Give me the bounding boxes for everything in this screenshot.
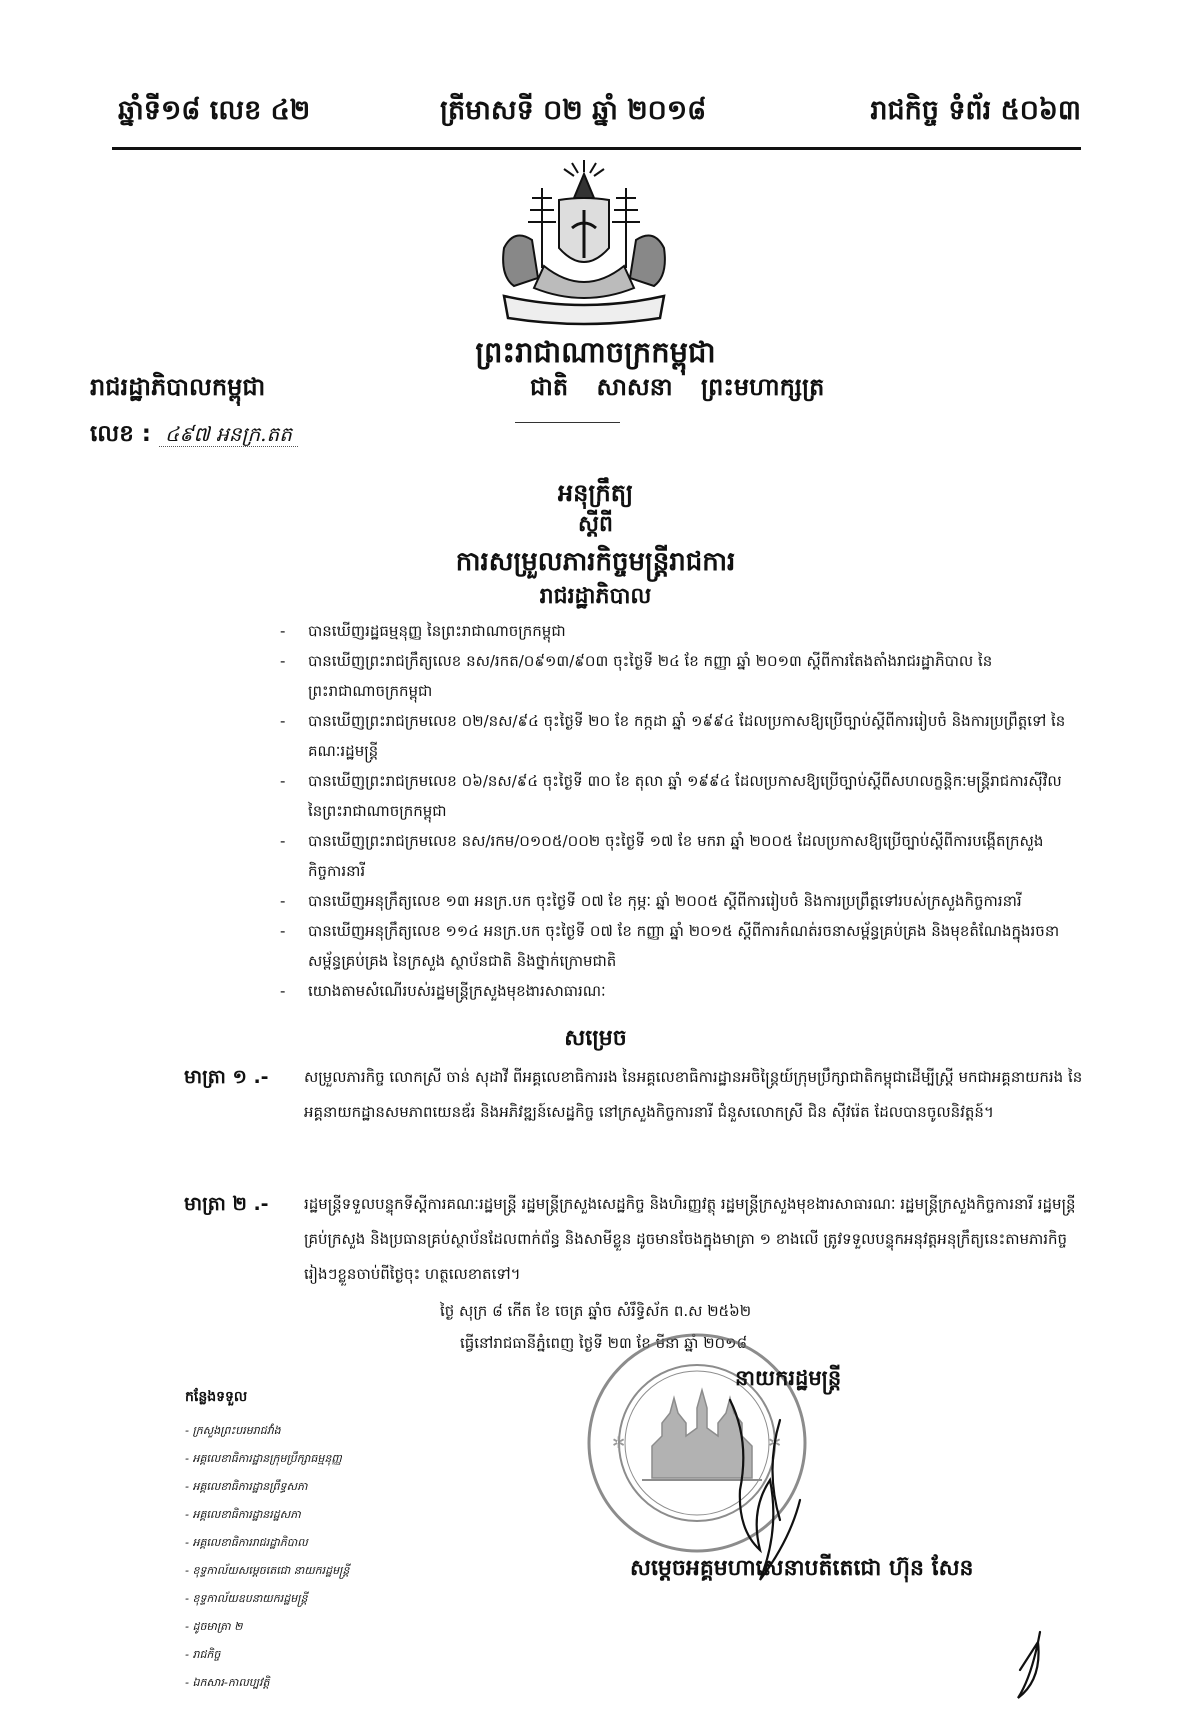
- svg-text:✲: ✲: [612, 1433, 626, 1452]
- decision-heading: សម្រេច: [564, 1026, 627, 1051]
- article-text: សម្រួលភារកិច្ច លោកស្រី ចាន់ សុដាវី ពីអគ្គលេខាធិការរង នៃអគ្គលេខាធិការដ្ឋានអចិន្ត្រៃយ៍ក្រុមប្រឹក្សាជាតិកម្ពុជាដើម្បីស្ត្រី មកជាអគ្គនាយករង នៃអគ្គនាយកដ្ឋានសមភាពយេនឌ័រ និងអភិវឌ្ឍន៍សេដ្ឋកិច្ច នៅក្រសួងកិច្ចការនារី ជំនួសលោកស្រី ជិន ស៊ីវរ៉េត ដែលបានចូលនិវត្តន៍។: [304, 1068, 1083, 1121]
- reference-item: - បានឃើញព្រះរាជក្រមលេខ ០២/នស/៩៤ ចុះថ្ងៃទី ២០ ខែ កក្កដា ឆ្នាំ ១៩៩៤ ដែលប្រកាសឱ្យប្រើច្បាប់ស្ដីពីការរៀបចំ និងការប្រព្រឹត្តទៅ នៃគណៈរដ្ឋមន្ត្រី: [280, 706, 1080, 766]
- document-about: ស្ដីពី: [578, 512, 613, 537]
- reference-item: - បានឃើញព្រះរាជក្រមលេខ នស/រកម/០១០៥/០០២ ចុះថ្ងៃទី ១៧ ខែ មករា ឆ្នាំ ២០០៥ ដែលប្រកាសឱ្យប្រើច្បាប់ស្ដីពីការបង្កើតក្រសួងកិច្ចការនារី: [280, 826, 1080, 886]
- government-name: រាជរដ្ឋាភិបាលកម្ពុជា: [90, 373, 266, 401]
- document-issuer: រាជរដ្ឋាភិបាល: [539, 584, 652, 609]
- gazette-page-number: រាជកិច្ច ទំព័រ ៥០៦៣: [870, 95, 1081, 126]
- decree-number: [90, 420, 298, 453]
- recipient-item: - ដូចមាត្រា ២: [185, 1620, 243, 1633]
- reference-item: - បានឃើញអនុក្រឹត្យលេខ ១៣ អនក្រ.បក ចុះថ្ងៃទី ០៧ ខែ កុម្ភៈ ឆ្នាំ ២០០៥ ស្ដីពីការរៀបចំ និងការប្រព្រឹត្តទៅរបស់ក្រសួងកិច្ចការនារី: [280, 886, 1080, 916]
- reference-item: - បានឃើញរដ្ឋធម្មនុញ្ញ នៃព្រះរាជាណាចក្រកម្ពុជា: [280, 616, 1080, 646]
- reference-item: - យោងតាមសំណើរបស់រដ្ឋមន្ត្រីក្រសួងមុខងារសាធារណៈ: [280, 976, 1080, 1006]
- recipient-item: - ខុទ្ទកាល័យសម្ដេចតេជោ នាយករដ្ឋមន្ត្រី: [185, 1564, 350, 1577]
- document-type: អនុក្រឹត្យ: [557, 479, 634, 507]
- document-subject: ការសម្រួលភារកិច្ចមន្ត្រីរាជការ: [455, 547, 736, 577]
- reference-item: - បានឃើញអនុក្រឹត្យលេខ ១១៤ អនក្រ.បក ចុះថ្ងៃទី ០៧ ខែ កញ្ញា ឆ្នាំ ២០១៥ ស្ដីពីការកំណត់រចនាសម្ព័ន្ធគ្រប់គ្រង និងមុខតំណែងក្នុងរចនាសម្ព័ន្ធគ្រប់គ្រង នៃក្រសួង ស្ថាប័នជាតិ និងថ្នាក់ក្រោមជាតិ: [280, 916, 1080, 976]
- article-1: [184, 1060, 1084, 1130]
- recipient-item: - អគ្គលេខាធិការដ្ឋានក្រុមប្រឹក្សាធម្មនុញ្ញ: [185, 1452, 342, 1465]
- recipient-item: - ខុទ្ទកាល័យឧបនាយករដ្ឋមន្ត្រី: [185, 1592, 308, 1605]
- article-2: [184, 1187, 1084, 1292]
- svg-text:✲: ✲: [768, 1433, 782, 1452]
- recipient-item: - ឯកសារ-កាលប្បវត្តិ: [185, 1676, 270, 1689]
- recipient-item: - អគ្គលេខាធិការរាជរដ្ឋាភិបាល: [185, 1536, 308, 1549]
- royal-arms-emblem: [484, 158, 684, 326]
- header-rule: [112, 147, 1081, 150]
- recipient-item: - អគ្គលេខាធិការដ្ឋានព្រឹទ្ធសភា: [185, 1480, 308, 1493]
- legal-references: [280, 616, 1080, 1006]
- decree-number-value: ៤៩៧ អនក្រ.តត: [159, 422, 298, 447]
- recipient-item: - រាជកិច្ច: [185, 1648, 221, 1661]
- handwritten-signature: [720, 1380, 1060, 1710]
- solar-date: ធ្វើនៅរាជធានីភ្នំពេញ ថ្ងៃទី ២៣ ខែ មីនា ឆ្នាំ ២០១៨: [460, 1334, 748, 1352]
- gazette-year-issue: ឆ្នាំទី១៨ លេខ ៤២: [118, 95, 311, 126]
- gazette-quarter: ត្រីមាសទី ០២ ឆ្នាំ ២០១៨: [440, 95, 707, 126]
- article-label: មាត្រា ២ .-: [184, 1193, 269, 1215]
- kingdom-name: ព្រះរាជាណាចក្រកម្ពុជា: [475, 335, 716, 369]
- article-label: មាត្រា ១ .-: [184, 1066, 269, 1088]
- recipient-item: - អគ្គលេខាធិការដ្ឋានរដ្ឋសភា: [185, 1508, 301, 1521]
- national-motto: ជាតិ សាសនា ព្រះមហាក្សត្រ: [530, 373, 825, 401]
- prime-minister-title: នាយករដ្ឋមន្ត្រី: [735, 1366, 842, 1390]
- reference-item: - បានឃើញព្រះរាជក្រឹត្យលេខ នស/រកត/០៩១៣/៩០៣ ចុះថ្ងៃទី ២៤ ខែ កញ្ញា ឆ្នាំ ២០១៣ ស្ដីពីការតែងតាំងរាជរដ្ឋាភិបាល នៃព្រះរាជាណាចក្រកម្ពុជា: [280, 646, 1080, 706]
- decree-number-label: លេខ :: [90, 421, 152, 447]
- recipients-list: [185, 1417, 349, 1697]
- article-text: រដ្ឋមន្ត្រីទទួលបន្ទុកទីស្ដីការគណៈរដ្ឋមន្ត្រី រដ្ឋមន្ត្រីក្រសួងសេដ្ឋកិច្ច និងហិរញ្ញវត្ថុ រដ្ឋមន្ត្រីក្រសួងមុខងារសាធារណៈ រដ្ឋមន្ត្រីក្រសួងកិច្ចការនារី រដ្ឋមន្ត្រីគ្រប់ក្រសួង និងប្រធានគ្រប់ស្ថាប័នដែលពាក់ព័ន្ធ និងសាមីខ្លួន ដូចមានចែងក្នុងមាត្រា ១ ខាងលើ ត្រូវទទួលបន្ទុកអនុវត្តអនុក្រឹត្យនេះតាមភារកិច្ចរៀងៗខ្លួនចាប់ពីថ្ងៃចុះ ហត្ថលេខាតទៅ។: [304, 1195, 1076, 1283]
- recipients-heading: កន្លែងទទួល: [185, 1389, 248, 1405]
- signer-name: សម្ដេចអគ្គមហាសេនាបតីតេជោ ហ៊ុន សែន: [630, 1556, 974, 1581]
- motto-underline: [515, 422, 620, 423]
- recipient-item: - ក្រសួងព្រះបរមរាជវាំង: [185, 1424, 281, 1437]
- lunar-date: ថ្ងៃ សុក្រ ៨ កើត ខែ ចេត្រ ឆ្នាំច សំរឹទ្ធិស័ក ព.ស ២៥៦២: [440, 1302, 752, 1320]
- reference-item: - បានឃើញព្រះរាជក្រមលេខ ០៦/នស/៩៤ ចុះថ្ងៃទី ៣០ ខែ តុលា ឆ្នាំ ១៩៩៤ ដែលប្រកាសឱ្យប្រើច្បាប់ស្ដីពីសហលក្ខន្តិកៈមន្ត្រីរាជការស៊ីវិល នៃព្រះរាជាណាចក្រកម្ពុជា: [280, 766, 1080, 826]
